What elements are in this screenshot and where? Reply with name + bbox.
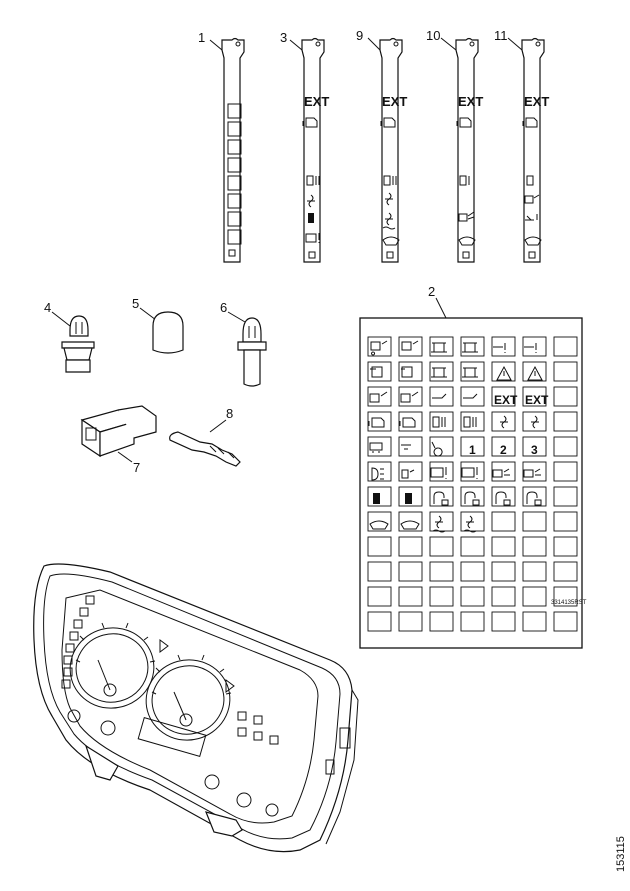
symbol-strip-9 xyxy=(356,28,407,262)
lens-cap-5 xyxy=(132,296,183,353)
ext-label: EXT xyxy=(524,94,550,109)
ext-label: EXT xyxy=(525,393,549,407)
callout-6: 6 xyxy=(220,300,228,315)
symbol-strip-11 xyxy=(494,28,549,262)
number-3: 3 xyxy=(531,443,538,457)
terminal-8 xyxy=(170,406,240,466)
callout-3: 3 xyxy=(280,30,288,45)
ext-label: EXT xyxy=(382,94,408,109)
ext-label: EXT xyxy=(494,393,518,407)
part-code: 3314135RST xyxy=(551,600,587,606)
callout-5: 5 xyxy=(132,296,140,311)
figure-reference: 153115 xyxy=(615,836,627,872)
symbol-strip-3 xyxy=(280,30,329,262)
ext-label: EXT xyxy=(458,94,484,109)
callout-4: 4 xyxy=(44,300,52,315)
connector-7 xyxy=(82,406,156,475)
door-icon xyxy=(308,213,314,223)
callout-8: 8 xyxy=(226,406,234,421)
symbol-sheet-2 xyxy=(360,284,587,648)
callout-10: 10 xyxy=(426,28,441,43)
symbol-strip-10 xyxy=(426,28,483,262)
number-1: 1 xyxy=(469,443,476,457)
instrument-cluster xyxy=(34,564,358,852)
callout-2: 2 xyxy=(428,284,436,299)
door-icon xyxy=(373,493,380,504)
bulb-holder-4 xyxy=(44,300,94,372)
callout-7: 7 xyxy=(133,460,141,475)
bulb-6 xyxy=(220,300,266,386)
callout-1: 1 xyxy=(198,30,206,45)
door-icon xyxy=(405,493,412,504)
ext-label: EXT xyxy=(304,94,330,109)
number-2: 2 xyxy=(500,443,507,457)
callout-11: 11 xyxy=(494,28,508,43)
symbol-strip-1 xyxy=(198,30,244,262)
callout-9: 9 xyxy=(356,28,364,43)
